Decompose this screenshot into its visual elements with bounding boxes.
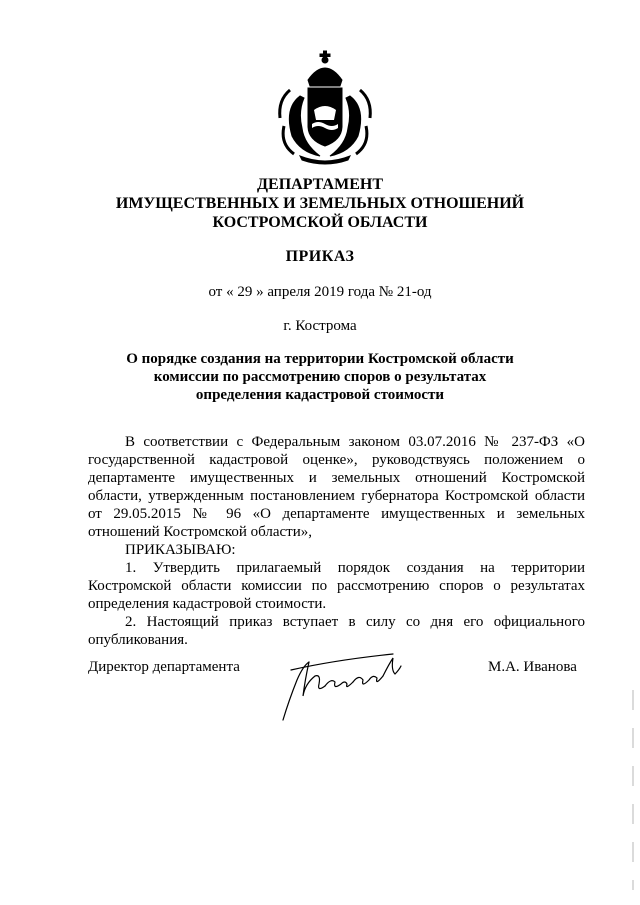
order-subject-line1: О порядке создания на территории Костромской области: [126, 351, 514, 367]
department-header-line2: ИМУЩЕСТВЕННЫХ И ЗЕМЕЛЬНЫХ ОТНОШЕНИЙ: [115, 195, 525, 212]
coat-of-arms-icon: [270, 48, 380, 166]
order-item-1: 1. Утвердить прилагаемый порядок создания на территории Костромской области комиссии по рассмотрению споров о результатах определения кадастровой стоимости.: [88, 560, 585, 612]
handwritten-signature-icon: [275, 640, 410, 725]
order-date: от « 29 » апреля 2019 года № 21-од: [208, 284, 432, 300]
signatory-name: М.А. Иванова: [488, 659, 577, 675]
scan-edge-mark: [631, 690, 635, 890]
order-body: [88, 433, 585, 649]
department-header: [0, 175, 640, 232]
signatory-position: Директор департамента: [88, 659, 240, 675]
order-item-2: 2. Настоящий приказ вступает в силу со дня его официального опубликования.: [88, 614, 585, 648]
order-subject-line2: комиссии по рассмотрению споров о результатах: [153, 369, 487, 385]
order-subject-line3: определения кадастровой стоимости: [195, 387, 445, 403]
order-word: ПРИКАЗЫВАЮ:: [125, 542, 236, 558]
order-city: г. Кострома: [283, 318, 357, 334]
order-subject: [0, 350, 640, 404]
department-header-line3: КОСТРОМСКОЙ ОБЛАСТИ: [212, 214, 428, 231]
department-header-line1: ДЕПАРТАМЕНТ: [257, 176, 383, 193]
order-title: ПРИКАЗ: [285, 248, 355, 265]
preamble-paragraph: В соответствии с Федеральным законом 03.07.2016 № 237-ФЗ «О государственной кадастровой оценке», руководствуясь положением о департаменте имущественных и земельных отношений Костромской области, утвержденным постановлением губернатора Костромской области от 29.05.2015 № 96 «О департаменте имущественных и земельных отношений Костромской области»,: [88, 434, 585, 540]
